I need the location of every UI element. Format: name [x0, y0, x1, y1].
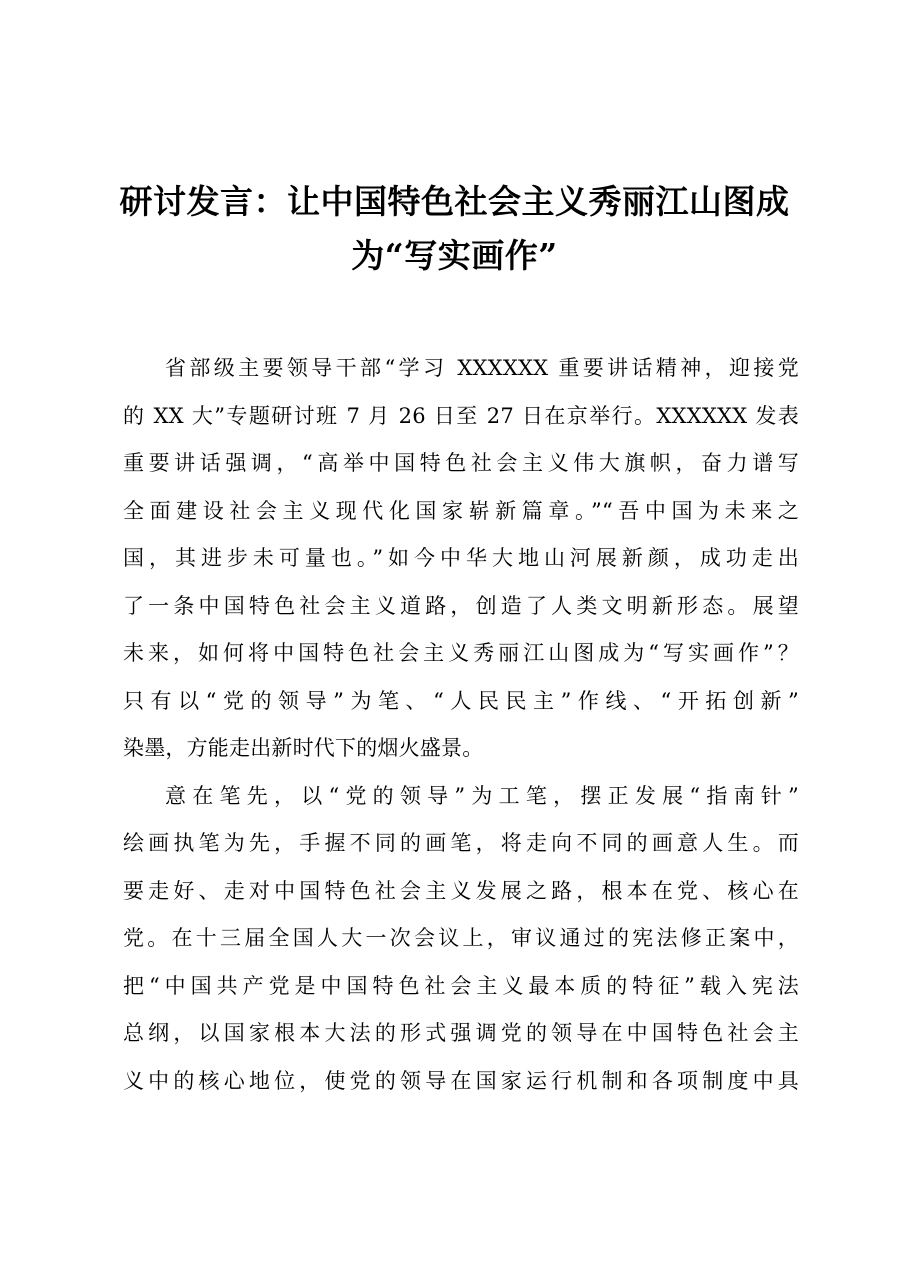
text-line: 未来，如何将中国特色社会主义秀丽江山图成为“写实画作”？ [123, 641, 799, 665]
text-line: 党。在十三届全国人大一次会议上，审议通过的宪法修正案中， [123, 926, 799, 950]
text-line: 染墨，方能走出新时代下的烟火盛景。 [123, 736, 484, 760]
text-line: 的 XX 大”专题研讨班 7 月 26 日至 27 日在京举行。XXXXXX 发表 [123, 403, 799, 428]
title-line: 研讨发言：让中国特色社会主义秀丽江山图成 [119, 182, 790, 221]
document-title [90, 175, 819, 283]
text-line: 省部级主要领导干部“学习 XXXXXX 重要讲话精神，迎接党 [165, 356, 799, 380]
text-line: 了一条中国特色社会主义道路，创造了人类文明新形态。展望 [123, 593, 799, 618]
text-line: 要走好、走对中国特色社会主义发展之路，根本在党、核心在 [123, 878, 799, 903]
text-line: 重要讲话强调，“高举中国特色社会主义伟大旗帜，奋力谱写 [123, 451, 799, 475]
text-line: 国，其进步未可量也。”如今中华大地山河展新颜，成功走出 [123, 546, 799, 570]
paragraph-1 [123, 345, 799, 773]
text-line: 把“中国共产党是中国特色社会主义最本质的特征”载入宪法 [123, 973, 799, 998]
text-line: 总纲，以国家根本大法的形式强调党的领导在中国特色社会主 [123, 1021, 799, 1045]
text-line: 义中的核心地位，使党的领导在国家运行机制和各项制度中具 [123, 1068, 799, 1093]
text-line: 全面建设社会主义现代化国家崭新篇章。”“吾中国为未来之 [123, 498, 799, 523]
text-line: 只有以“党的领导”为笔、“人民民主”作线、“开拓创新” [123, 688, 799, 713]
text-line: 意在笔先，以“党的领导”为工笔，摆正发展“指南针” [165, 783, 799, 808]
title-line: 为“写实画作” [351, 236, 558, 275]
document-body [123, 345, 799, 1105]
text-line: 绘画执笔为先，手握不同的画笔，将走向不同的画意人生。而 [123, 831, 799, 855]
paragraph-2 [123, 773, 799, 1106]
